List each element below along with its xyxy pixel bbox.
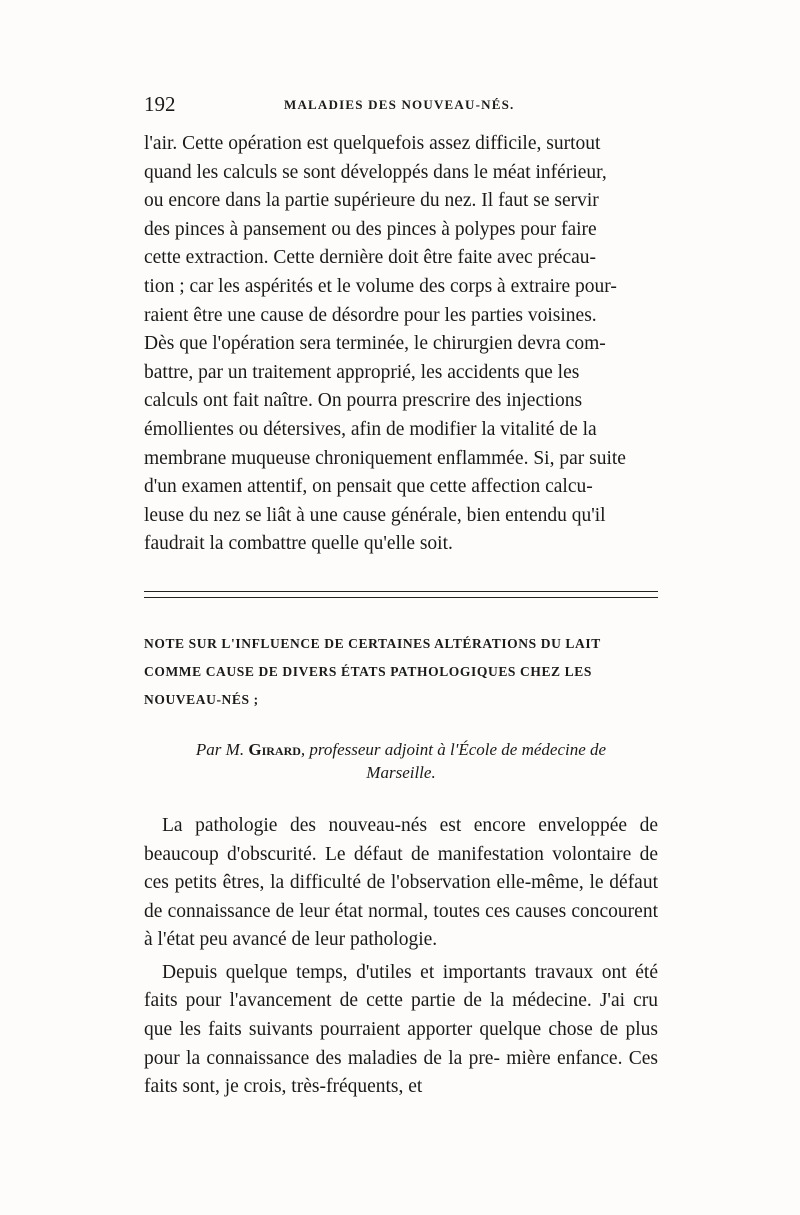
text-line: leuse du nez se liât à une cause générale, bien entendu qu'il: [144, 504, 606, 526]
text-line: calculs ont fait naître. On pourra prescrire des injections: [144, 390, 583, 412]
text-line: raient être une cause de désordre pour les parties voisines.: [144, 304, 597, 326]
title-line: COMME CAUSE DE DIVERS ÉTATS PATHOLOGIQUES CHEZ LES: [144, 663, 592, 679]
text-line: été faits pour l'avancement de cette partie de la médecine.: [144, 961, 658, 1012]
text-line: battre, par un traitement approprié, les accidents que les: [144, 361, 580, 383]
book-page: [144, 92, 658, 1102]
byline-prefix: Par M.: [195, 739, 245, 759]
text-line: des pinces à pansement ou des pinces à polypes pour faire: [144, 218, 597, 240]
title-line: NOUVEAU-NÉS ;: [144, 691, 259, 707]
section-divider: [144, 591, 658, 598]
text-line: de ces petits êtres, la difficulté de l'observation elle-même,: [144, 843, 659, 894]
text-line: le défaut de connaissance de leur état normal, toutes ces: [144, 872, 659, 922]
text-line: émollientes ou détersives, afin de modifier la vitalité de la: [144, 418, 597, 440]
author-name: Girard: [248, 739, 301, 759]
running-header: [144, 92, 658, 130]
note-body: [144, 812, 658, 1102]
text-line: quand les calculs se sont développés dans le méat inférieur,: [144, 161, 607, 183]
byline-affiliation: , professeur adjoint à l'École de médecine de: [300, 739, 607, 759]
text-line: Depuis quelque temps, d'utiles et importants travaux ont: [162, 961, 627, 983]
text-line: J'ai cru que les faits suivants pourraient apporter quelque: [144, 990, 659, 1041]
note-title: [144, 630, 658, 714]
text-line: La pathologie des nouveau-nés est encore enveloppée de: [162, 814, 658, 836]
byline-city: Marseille.: [366, 762, 436, 782]
text-line: Dès que l'opération sera terminée, le chirurgien devra com-: [144, 333, 606, 355]
text-line: causes concourent à l'état peu avancé de leur pathologie.: [144, 900, 658, 951]
text-line: chose de plus pour la connaissance des maladies de la pre-: [144, 1019, 658, 1069]
text-line: faudrait la combattre quelle qu'elle soit.: [144, 533, 453, 555]
title-line: NOTE SUR L'INFLUENCE DE CERTAINES ALTÉRATIONS DU LAIT: [144, 635, 601, 651]
continued-paragraph: [144, 130, 658, 559]
text-line: membrane muqueuse chroniquement enflammée. Si, par suite: [144, 447, 626, 469]
text-line: l'air. Cette opération est quelquefois assez difficile, surtout: [144, 133, 601, 154]
text-line: cette extraction. Cette dernière doit être faite avec précau-: [144, 247, 597, 269]
text-line: tion ; car les aspérités et le volume des corps à extraire pour-: [144, 275, 617, 297]
paragraph: [144, 959, 658, 1102]
running-title: MALADIES DES NOUVEAU-NÉS.: [284, 97, 515, 112]
text-line: ou encore dans la partie supérieure du nez. Il faut se servir: [144, 190, 599, 212]
text-line: d'un examen attentif, on pensait que cette affection calcu-: [144, 476, 593, 498]
text-line: beaucoup d'obscurité. Le défaut de manifestation volontaire: [144, 843, 632, 865]
author-byline: [144, 738, 658, 784]
page-number: 192: [144, 92, 176, 116]
paragraph: [144, 812, 658, 955]
text-line: mière enfance. Ces faits sont, je crois, très-fréquents, et: [144, 1047, 659, 1098]
